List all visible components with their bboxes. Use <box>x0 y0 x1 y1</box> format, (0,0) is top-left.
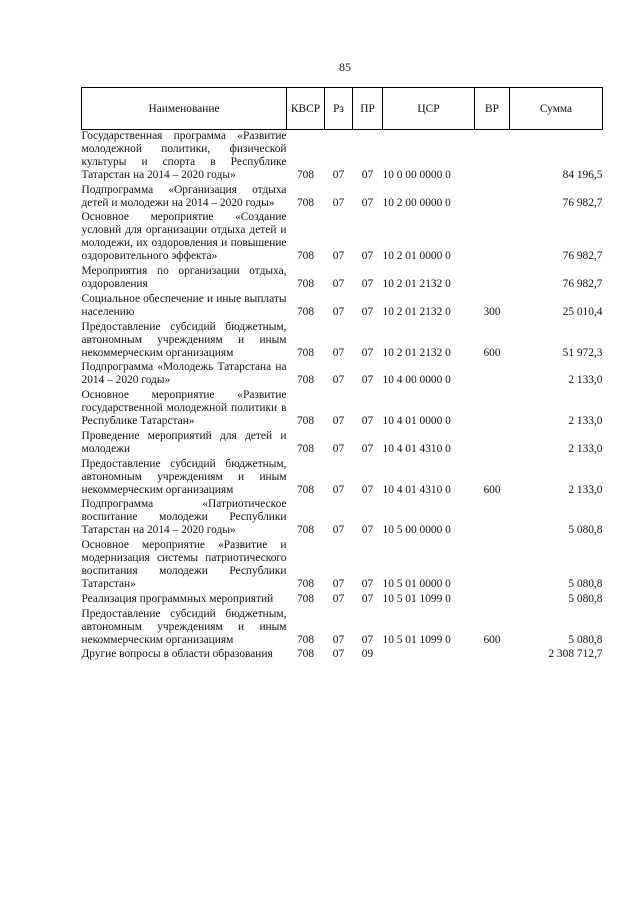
column-header-kvsr: КВСР <box>287 88 325 130</box>
row-name: Основное мероприятие «Развитие государственной молодежной политики в Республике Татарстан» <box>81 389 287 428</box>
row-vr <box>475 184 510 212</box>
row-rz: 07 <box>332 524 345 537</box>
table-row <box>82 130 603 184</box>
row-kvsr: 708 <box>296 250 315 263</box>
row-vr <box>475 389 510 430</box>
table-row <box>82 648 603 663</box>
row-name: Мероприятия по организации отдыха, оздоровления <box>81 265 287 290</box>
row-rz: 07 <box>332 346 345 359</box>
table-row <box>82 361 603 389</box>
row-kvsr: 708 <box>296 346 315 359</box>
row-sum: 51 972,3 <box>562 346 603 359</box>
row-rz: 07 <box>332 168 345 181</box>
row-rz: 07 <box>332 250 345 263</box>
row-pr: 07 <box>361 592 374 605</box>
row-vr <box>475 361 510 389</box>
row-kvsr: 708 <box>296 592 315 605</box>
row-pr: 07 <box>361 196 374 209</box>
row-rz: 07 <box>332 648 345 661</box>
row-csr: 10 5 01 0000 0 <box>382 577 451 590</box>
row-rz: 07 <box>332 442 345 455</box>
row-csr: 10 5 00 0000 0 <box>382 524 451 537</box>
row-csr: 10 4 01 0000 0 <box>382 415 451 428</box>
row-vr <box>475 130 510 184</box>
row-sum: 2 133,0 <box>568 483 603 496</box>
row-csr: 10 4 01 4310 0 <box>382 442 451 455</box>
row-sum: 5 080,8 <box>568 633 603 646</box>
row-rz: 07 <box>332 196 345 209</box>
table-row <box>82 498 603 539</box>
row-kvsr: 708 <box>296 633 315 646</box>
row-pr: 07 <box>361 250 374 263</box>
table-row <box>82 211 603 265</box>
row-pr: 07 <box>361 346 374 359</box>
row-pr: 07 <box>361 305 374 318</box>
row-csr: 10 5 01 1099 0 <box>382 592 451 605</box>
row-sum: 2 308 712,7 <box>548 648 603 661</box>
row-vr <box>475 265 510 293</box>
table-row <box>82 608 603 649</box>
row-sum: 2 133,0 <box>568 415 603 428</box>
row-vr: 300 <box>483 305 501 318</box>
row-csr: 10 2 01 2132 0 <box>382 277 451 290</box>
row-name: Основное мероприятие «Развитие и модернизация системы патриотического воспитания молодежи Республики Татарстан» <box>81 539 287 590</box>
row-pr: 07 <box>361 374 374 387</box>
row-vr <box>475 430 510 458</box>
table-row <box>82 293 603 321</box>
row-name: Реализация программных мероприятий <box>81 592 274 605</box>
page-number: 85 <box>339 60 351 74</box>
row-kvsr: 708 <box>296 648 315 661</box>
row-vr: 600 <box>483 346 501 359</box>
row-sum: 5 080,8 <box>568 524 603 537</box>
row-pr: 07 <box>361 415 374 428</box>
row-kvsr: 708 <box>296 196 315 209</box>
row-name: Другие вопросы в области образования <box>81 648 273 661</box>
column-header-vr: ВР <box>475 88 510 130</box>
row-vr <box>475 539 510 593</box>
column-header-csr: ЦСР <box>383 88 475 130</box>
row-sum: 2 133,0 <box>568 442 603 455</box>
table-row <box>82 184 603 212</box>
row-sum: 2 133,0 <box>568 374 603 387</box>
row-csr: 10 2 00 0000 0 <box>382 196 451 209</box>
column-header-name: Наименование <box>82 88 287 130</box>
row-name: Проведение мероприятий для детей и молодежи <box>81 429 287 455</box>
row-name: Предоставление субсидий бюджетным, автономным учреждениям и иным некоммерческим организациям <box>81 320 287 359</box>
table-row <box>82 389 603 430</box>
row-name: Социальное обеспечение и иные выплаты населению <box>81 292 287 318</box>
row-name: Государственная программа «Развитие молодежной политики, физической культуры и спорта в Республике Татарстан на 2014 – 2020 годы» <box>81 130 287 181</box>
row-sum: 5 080,8 <box>568 577 603 590</box>
column-header-rz: Рз <box>325 88 353 130</box>
row-kvsr: 708 <box>296 305 315 318</box>
row-pr: 07 <box>361 442 374 455</box>
row-vr: 600 <box>483 483 501 496</box>
row-name: Подпрограмма «Организация отдыха детей и молодежи на 2014 – 2020 годы» <box>81 183 287 209</box>
row-rz: 07 <box>332 577 345 590</box>
table-row <box>82 321 603 362</box>
table-header-row <box>82 88 603 130</box>
row-sum: 76 982,7 <box>562 196 603 209</box>
table-row <box>82 593 603 608</box>
row-pr: 09 <box>361 648 374 661</box>
row-pr: 07 <box>361 633 374 646</box>
row-csr: 10 4 01 4310 0 <box>382 483 451 496</box>
row-csr: 10 2 01 2132 0 <box>382 346 451 359</box>
row-rz: 07 <box>332 305 345 318</box>
row-name: Предоставление субсидий бюджетным, автономным учреждениям и иным некоммерческим организациям <box>81 607 287 646</box>
row-sum: 25 010,4 <box>562 305 603 318</box>
row-pr: 07 <box>361 168 374 181</box>
row-csr: 10 0 00 0000 0 <box>382 168 451 181</box>
row-csr <box>383 648 475 663</box>
column-header-pr: ПР <box>353 88 383 130</box>
row-sum: 76 982,7 <box>562 250 603 263</box>
row-kvsr: 708 <box>296 415 315 428</box>
row-vr: 600 <box>483 633 501 646</box>
row-rz: 07 <box>332 415 345 428</box>
column-header-sum: Сумма <box>510 88 603 130</box>
row-rz: 07 <box>332 374 345 387</box>
row-rz: 07 <box>332 483 345 496</box>
row-vr <box>475 211 510 265</box>
row-kvsr: 708 <box>296 168 315 181</box>
row-kvsr: 708 <box>296 374 315 387</box>
row-sum: 84 196,5 <box>562 168 603 181</box>
row-pr: 07 <box>361 577 374 590</box>
row-name: Подпрограмма «Патриотическое воспитание молодежи Республики Татарстан на 2014 – 2020 годы» <box>81 498 287 537</box>
row-rz: 07 <box>332 592 345 605</box>
row-rz: 07 <box>332 633 345 646</box>
row-name: Подпрограмма «Молодежь Татарстана на 2014 – 2020 годы» <box>81 361 287 387</box>
row-vr <box>475 648 510 663</box>
row-sum: 76 982,7 <box>562 277 603 290</box>
row-csr: 10 2 01 2132 0 <box>382 305 451 318</box>
table-row <box>82 430 603 458</box>
table-row <box>82 539 603 593</box>
row-rz: 07 <box>332 277 345 290</box>
budget-table <box>81 87 603 663</box>
table-row <box>82 265 603 293</box>
row-kvsr: 708 <box>296 277 315 290</box>
row-sum: 5 080,8 <box>568 592 603 605</box>
row-pr: 07 <box>361 483 374 496</box>
row-csr: 10 4 00 0000 0 <box>382 374 451 387</box>
row-vr <box>475 498 510 539</box>
row-kvsr: 708 <box>296 483 315 496</box>
row-csr: 10 5 01 1099 0 <box>382 633 451 646</box>
row-pr: 07 <box>361 277 374 290</box>
row-name: Предоставление субсидий бюджетным, автономным учреждениям и иным некоммерческим организациям <box>81 457 287 496</box>
row-kvsr: 708 <box>296 442 315 455</box>
row-name: Основное мероприятие «Создание условий для организации отдыха детей и молодежи, их оздоровления и повышение оздоровительного эффекта» <box>81 211 287 263</box>
row-vr <box>475 593 510 608</box>
row-pr: 07 <box>361 524 374 537</box>
table-row <box>82 458 603 499</box>
row-kvsr: 708 <box>296 524 315 537</box>
row-kvsr: 708 <box>296 577 315 590</box>
row-csr: 10 2 01 0000 0 <box>382 250 451 263</box>
